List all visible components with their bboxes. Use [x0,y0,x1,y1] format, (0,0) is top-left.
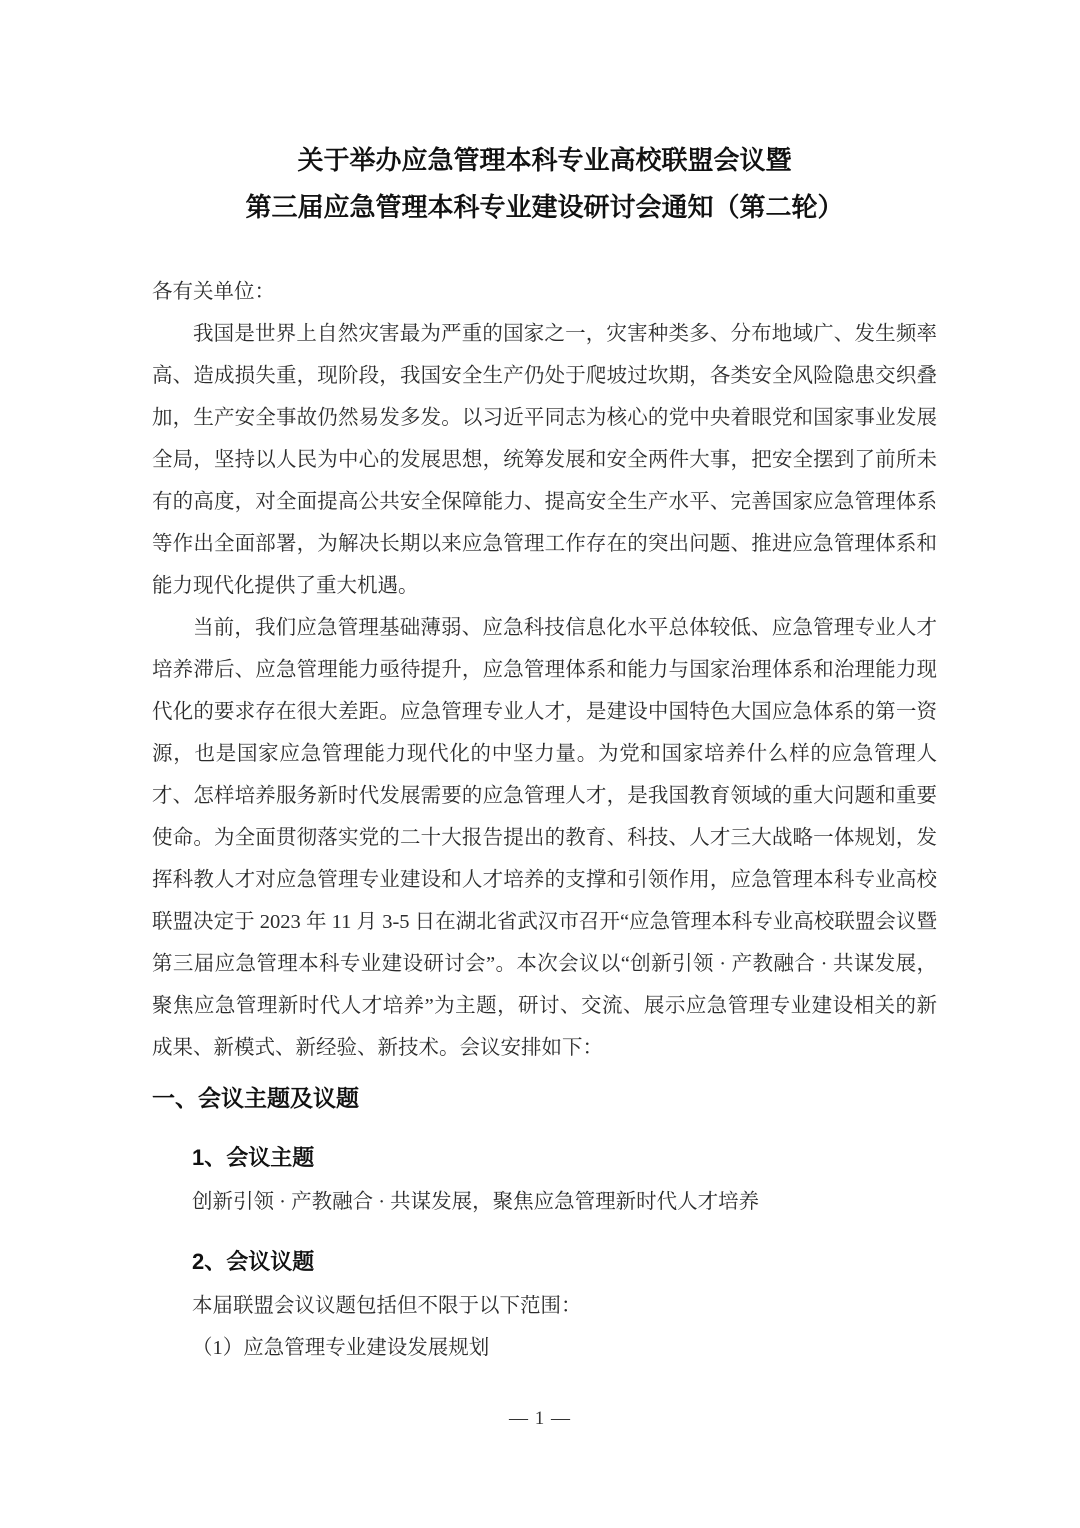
agenda-item-1: （1）应急管理专业建设发展规划 [192,1337,490,1359]
paragraph-2: 当前，我们应急管理基础薄弱、应急科技信息化水平总体较低、应急管理专业人才培养滞后、应急管理能力亟待提升，应急管理体系和能力与国家治理体系和治理能力现代化的要求存在很大差距。应急管理专业人才，是建设中国特色大国应急体系的第一资源，也是国家应急管理能力现代化的中坚力量。为党和国家培养什么样的应急管理人才、怎样培养服务新时代发展需要的应急管理人才，是我国教育领域的重大问题和重要使命。为全面贯彻落实党的二十大报告提出的教育、科技、人才三大战略一体规划，发挥科教人才对应急管理专业建设和人才培养的支撑和引领作用，应急管理本科专业高校联盟决定于 2023 年 11 月 3-5 日在湖北省武汉市召开“应急管理本科专业高校联盟会议暨第三届应急管理本科专业建设研讨会”。本次会议以“创新引领 · 产教融合 · 共谋发展，聚焦应急管理新时代人才培养”为主题，研讨、交流、展示应急管理专业建设相关的新成果、新模式、新经验、新技术。会议安排如下： [152,617,937,1059]
page-footer [0,1408,1080,1430]
document-title [152,137,937,231]
page-number: — 1 — [509,1408,571,1429]
paragraph-1: 我国是世界上自然灾害最为严重的国家之一，灾害种类多、分布地域广、发生频率高、造成损失重，现阶段，我国安全生产仍处于爬坡过坎期，各类安全风险隐患交织叠加，生产安全事故仍然易发多发。以习近平同志为核心的党中央着眼党和国家事业发展全局，坚持以人民为中心的发展思想，统筹发展和安全两件大事，把安全摆到了前所未有的高度，对全面提高公共安全保障能力、提高安全生产水平、完善国家应急管理体系等作出全面部署，为解决长期以来应急管理工作存在的突出问题、推进应急管理体系和能力现代化提供了重大机遇。 [152,323,937,597]
subsection-body-agenda: 本届联盟会议议题包括但不限于以下范围： [192,1295,582,1317]
section-heading-topics: 一、会议主题及议题 [152,1085,359,1111]
title-line-2: 第三届应急管理本科专业建设研讨会通知（第二轮） [245,193,844,222]
subsection-heading-theme: 1、会议主题 [192,1145,315,1170]
title-line-1: 关于举办应急管理本科专业高校联盟会议暨 [297,146,792,175]
subsection-heading-agenda: 2、会议议题 [192,1249,315,1274]
subsection-body-theme: 创新引领 · 产教融合 · 共谋发展，聚焦应急管理新时代人才培养 [192,1191,760,1213]
document-body [152,271,937,1369]
salutation: 各有关单位： [152,281,275,303]
